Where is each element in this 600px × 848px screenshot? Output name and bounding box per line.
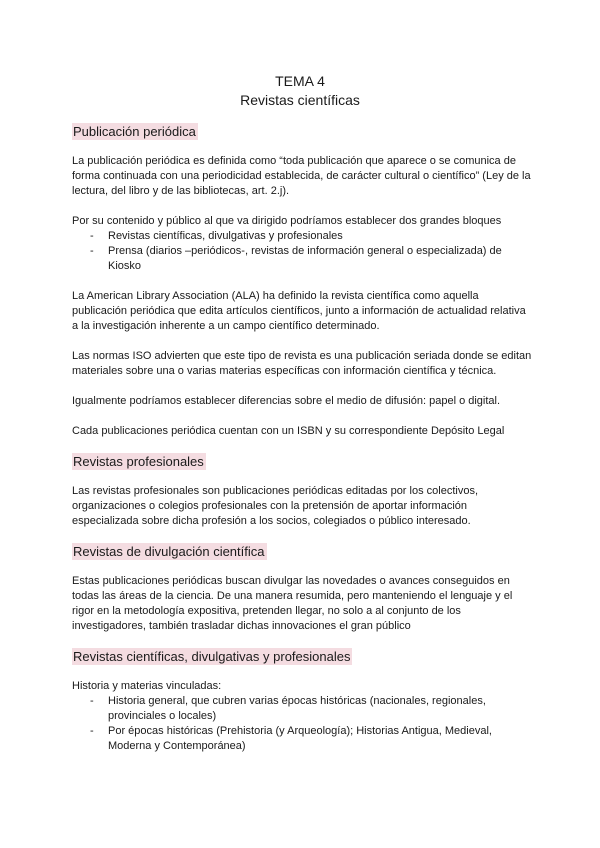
section-heading: Revistas profesionales bbox=[73, 454, 204, 469]
paragraph: Estas publicaciones periódicas buscan divulgar las novedades o avances conseguidos en todas las áreas de la ciencia. De una manera resumida, pero manteniendo el lenguaje y el rigor en la metodología expositiva, pretenden llegar, no solo a al conjunto de los investigadores, también trasladar dichas innovaciones el gran público bbox=[72, 575, 513, 632]
section-heading: Revistas de divulgación científica bbox=[73, 544, 265, 559]
dash-list bbox=[72, 694, 532, 754]
section-revistas-cientificas bbox=[72, 648, 532, 754]
list-item-text: Por épocas históricas (Prehistoria (y Arqueología); Historias Antigua, Medieval, Moderna y Contemporánea) bbox=[108, 725, 492, 752]
section-revistas-profesionales bbox=[72, 453, 532, 529]
list-item bbox=[72, 244, 532, 274]
doc-title: TEMA 4 bbox=[275, 73, 325, 89]
section-heading: Publicación periódica bbox=[73, 124, 196, 139]
paragraph: Las normas ISO advierten que este tipo de revista es una publicación seriada donde se editan materiales sobre una o varias materias específicas con información científica y técnica. bbox=[72, 350, 532, 377]
paragraph: La American Library Association (ALA) ha definido la revista científica como aquella publicación periódica que edita artículos científicos, junto a información de actualidad relativa a la investigación inherente a un campo científico determinado. bbox=[72, 290, 526, 332]
section-divulgacion-cientifica bbox=[72, 543, 532, 634]
list-item bbox=[72, 724, 532, 754]
paragraph: Por su contenido y público al que va dirigido podríamos establecer dos grandes bloques bbox=[72, 215, 502, 227]
dash-marker: - bbox=[90, 245, 94, 257]
list-item-text: Historia general, que cubren varias épocas históricas (nacionales, regionales, provinciales o locales) bbox=[108, 695, 486, 722]
title-block bbox=[0, 72, 600, 110]
dash-marker: - bbox=[90, 230, 94, 242]
document-body bbox=[72, 123, 532, 769]
paragraph: La publicación periódica es definida como “toda publicación que aparece o se comunica de forma continuada con una periodicidad establecida, de carácter cultural o científico” (Ley de la lectura, del libro y de las bibliotecas, art. 2.j). bbox=[72, 155, 531, 197]
section-heading: Revistas científicas, divulgativas y profesionales bbox=[73, 649, 351, 664]
section-publicacion-periodica bbox=[72, 123, 532, 439]
list-item bbox=[72, 229, 532, 244]
paragraph: Las revistas profesionales son publicaciones periódicas editadas por los colectivos, organizaciones o colegios profesionales con la pretensión de aportar información especializada sobre dicha profesión a los socios, colegiados o público interesado. bbox=[72, 485, 479, 527]
dash-marker: - bbox=[90, 725, 94, 737]
list-item-text: Prensa (diarios –periódicos-, revistas de información general o especializada) de Kiosko bbox=[108, 245, 502, 272]
doc-subtitle: Revistas científicas bbox=[240, 92, 360, 108]
paragraph: Historia y materias vinculadas: bbox=[72, 680, 222, 692]
dash-marker: - bbox=[90, 695, 94, 707]
paragraph: Igualmente podríamos establecer diferencias sobre el medio de difusión: papel o digital. bbox=[72, 395, 501, 407]
list-item bbox=[72, 694, 532, 724]
paragraph: Cada publicaciones periódica cuentan con un ISBN y su correspondiente Depósito Legal bbox=[72, 425, 505, 437]
list-item-text: Revistas científicas, divulgativas y profesionales bbox=[108, 230, 343, 242]
dash-list bbox=[72, 229, 532, 274]
